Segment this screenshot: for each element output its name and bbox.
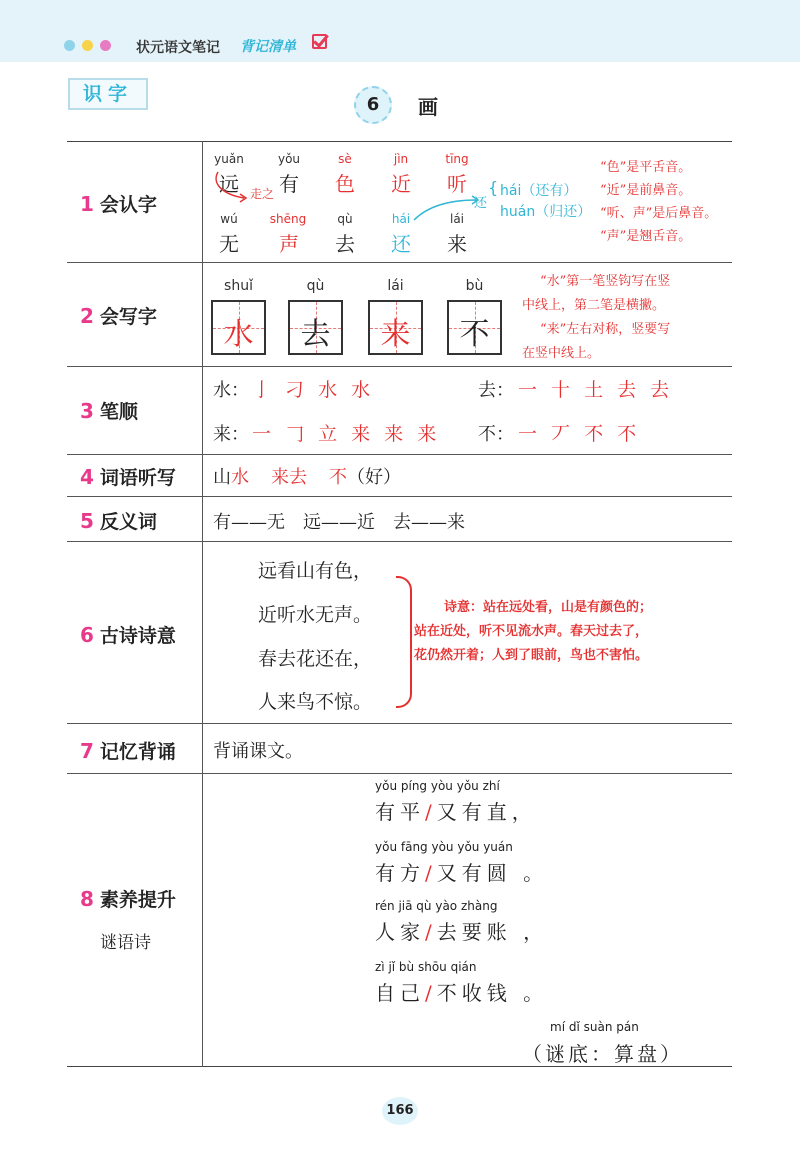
poem-meaning: 诗意：站在远处看，山是有颜色的； — [444, 600, 653, 615]
row-label-poem: 6 古诗诗意 — [80, 623, 176, 647]
row-divider — [67, 541, 732, 542]
writing-note: 中线上，第二笔是横撇。 — [522, 298, 666, 313]
pinyin: qù — [337, 212, 353, 226]
pinyin: yǒu — [277, 152, 301, 166]
pinyin: bù — [465, 278, 484, 294]
stroke-char: 水： — [213, 380, 249, 401]
character: 有 — [279, 172, 299, 196]
character: 色 — [335, 172, 355, 196]
poem-line: 人来鸟不惊。 — [258, 691, 373, 713]
row-divider — [67, 773, 732, 774]
riddle-pinyin: zì jǐ bù shōu qián — [375, 960, 477, 974]
pronunciation-note: “色”是平舌音。 — [600, 160, 692, 175]
header-band — [0, 0, 800, 62]
poem-line: 春去花还在， — [258, 648, 373, 670]
character: 无 — [219, 232, 239, 256]
character: 还 — [391, 232, 411, 256]
polyphone-brace: { — [488, 178, 499, 197]
section-tag: 识字 — [68, 78, 148, 110]
writing-grid — [447, 300, 502, 355]
row-divider — [67, 262, 732, 263]
dictation-words: 山水 来去 不（好） — [213, 467, 401, 488]
page-number: 166 — [382, 1097, 418, 1125]
brand-subtitle: 背记清单 — [240, 39, 296, 55]
pinyin: lái — [449, 212, 465, 226]
riddle-answer: （谜底：算盘） — [522, 1042, 683, 1066]
row-label-write: 2 会写字 — [80, 304, 157, 328]
stroke-sequence: 亅 刁 水 水 — [252, 379, 375, 401]
pinyin: yuǎn — [214, 152, 244, 166]
riddle-pinyin: yǒu píng yòu yǒu zhí — [375, 779, 500, 793]
brand-title: 状元语文笔记 — [136, 40, 220, 56]
stroke-char: 来： — [213, 424, 249, 445]
row-label-recite: 7 记忆背诵 — [80, 739, 176, 763]
poem-line: 远看山有色， — [258, 560, 373, 582]
writing-grid — [211, 300, 266, 355]
row-label-antonyms: 5 反义词 — [80, 509, 157, 533]
grid-character: 去 — [300, 317, 331, 352]
poem-meaning: 花仍然开着；人到了眼前，鸟也不害怕。 — [414, 648, 649, 663]
stroke-sequence: 一 𠃌 立 来 来 来 — [252, 423, 441, 445]
row-label-recognize: 1 会认字 — [80, 192, 157, 216]
pinyin: shēng — [269, 212, 307, 226]
pinyin: shuǐ — [224, 278, 253, 294]
header-dots — [64, 40, 111, 51]
riddle-line: 有方/又有圆 。 — [375, 861, 549, 885]
pronunciation-note: “近”是前鼻音。 — [600, 183, 692, 198]
character: 远 — [219, 172, 239, 196]
row-label-strokes: 3 笔顺 — [80, 399, 138, 423]
antonym-pairs: 有——无 远——近 去——来 — [213, 512, 465, 533]
row-divider — [67, 366, 732, 367]
character: 声 — [279, 232, 299, 256]
pronunciation-note: “声”是翘舌音。 — [600, 229, 692, 244]
stroke-char: 去： — [478, 380, 514, 401]
polyphone-char: 还 — [474, 196, 488, 211]
pinyin: lái — [387, 278, 404, 294]
writing-note: 在竖中线上。 — [522, 346, 601, 361]
writing-grid — [288, 300, 343, 355]
pinyin: wú — [220, 212, 238, 226]
pinyin: sè — [338, 152, 352, 166]
character: 听 — [447, 172, 467, 196]
grid-character: 水 — [223, 317, 254, 352]
stroke-sequence: 一 十 土 去 去 — [518, 379, 674, 401]
writing-note: “水”第一笔竖钩写在竖 — [540, 274, 671, 289]
polyphone-huan: huán（归还） — [500, 204, 592, 220]
writing-note: “来”左右对称，竖要写 — [540, 322, 671, 337]
riddle-line: 有平/又有直， — [375, 800, 537, 824]
pinyin: qù — [306, 278, 325, 294]
riddle-answer-pinyin: mí dǐ suàn pán — [550, 1020, 639, 1034]
stroke-sequence: 一 丆 不 不 — [518, 423, 641, 445]
pronunciation-note: “听、声”是后鼻音。 — [600, 206, 718, 221]
riddle-pinyin: yǒu fāng yòu yǒu yuán — [375, 840, 513, 854]
character: 来 — [447, 232, 467, 256]
row-label-literacy: 8 素养提升 — [80, 887, 176, 911]
character: 近 — [391, 172, 411, 196]
stroke-char: 不： — [478, 424, 514, 445]
lesson-number: 6 — [354, 86, 392, 124]
riddle-line: 自己/不收钱 。 — [375, 981, 549, 1005]
polyphone-hai: hái（还有） — [500, 183, 578, 199]
grid-character: 不 — [459, 317, 490, 352]
radical-note: 走之 — [250, 187, 275, 201]
writing-grid — [368, 300, 423, 355]
character: 去 — [335, 232, 355, 256]
check-icon — [312, 34, 327, 49]
riddle-pinyin: rén jiā qù yào zhàng — [375, 899, 498, 913]
row-divider — [67, 454, 732, 455]
poem-meaning: 站在近处，听不见流水声。春天过去了， — [414, 624, 649, 639]
column-divider — [202, 141, 203, 1067]
row-label-dictation: 4 词语听写 — [80, 465, 176, 489]
poem-line: 近听水无声。 — [258, 604, 373, 626]
pinyin: tīng — [445, 152, 469, 166]
pinyin: jìn — [393, 152, 409, 166]
poem-bracket — [396, 576, 412, 708]
row-divider — [67, 723, 732, 724]
pinyin: hái — [391, 212, 411, 226]
row-sublabel-riddle: 谜语诗 — [100, 933, 151, 953]
row-divider — [67, 496, 732, 497]
lesson-title: 画 — [418, 95, 438, 119]
recite-text: 背诵课文。 — [213, 741, 303, 762]
grid-character: 来 — [380, 317, 411, 352]
riddle-line: 人家/去要账 ， — [375, 920, 549, 944]
